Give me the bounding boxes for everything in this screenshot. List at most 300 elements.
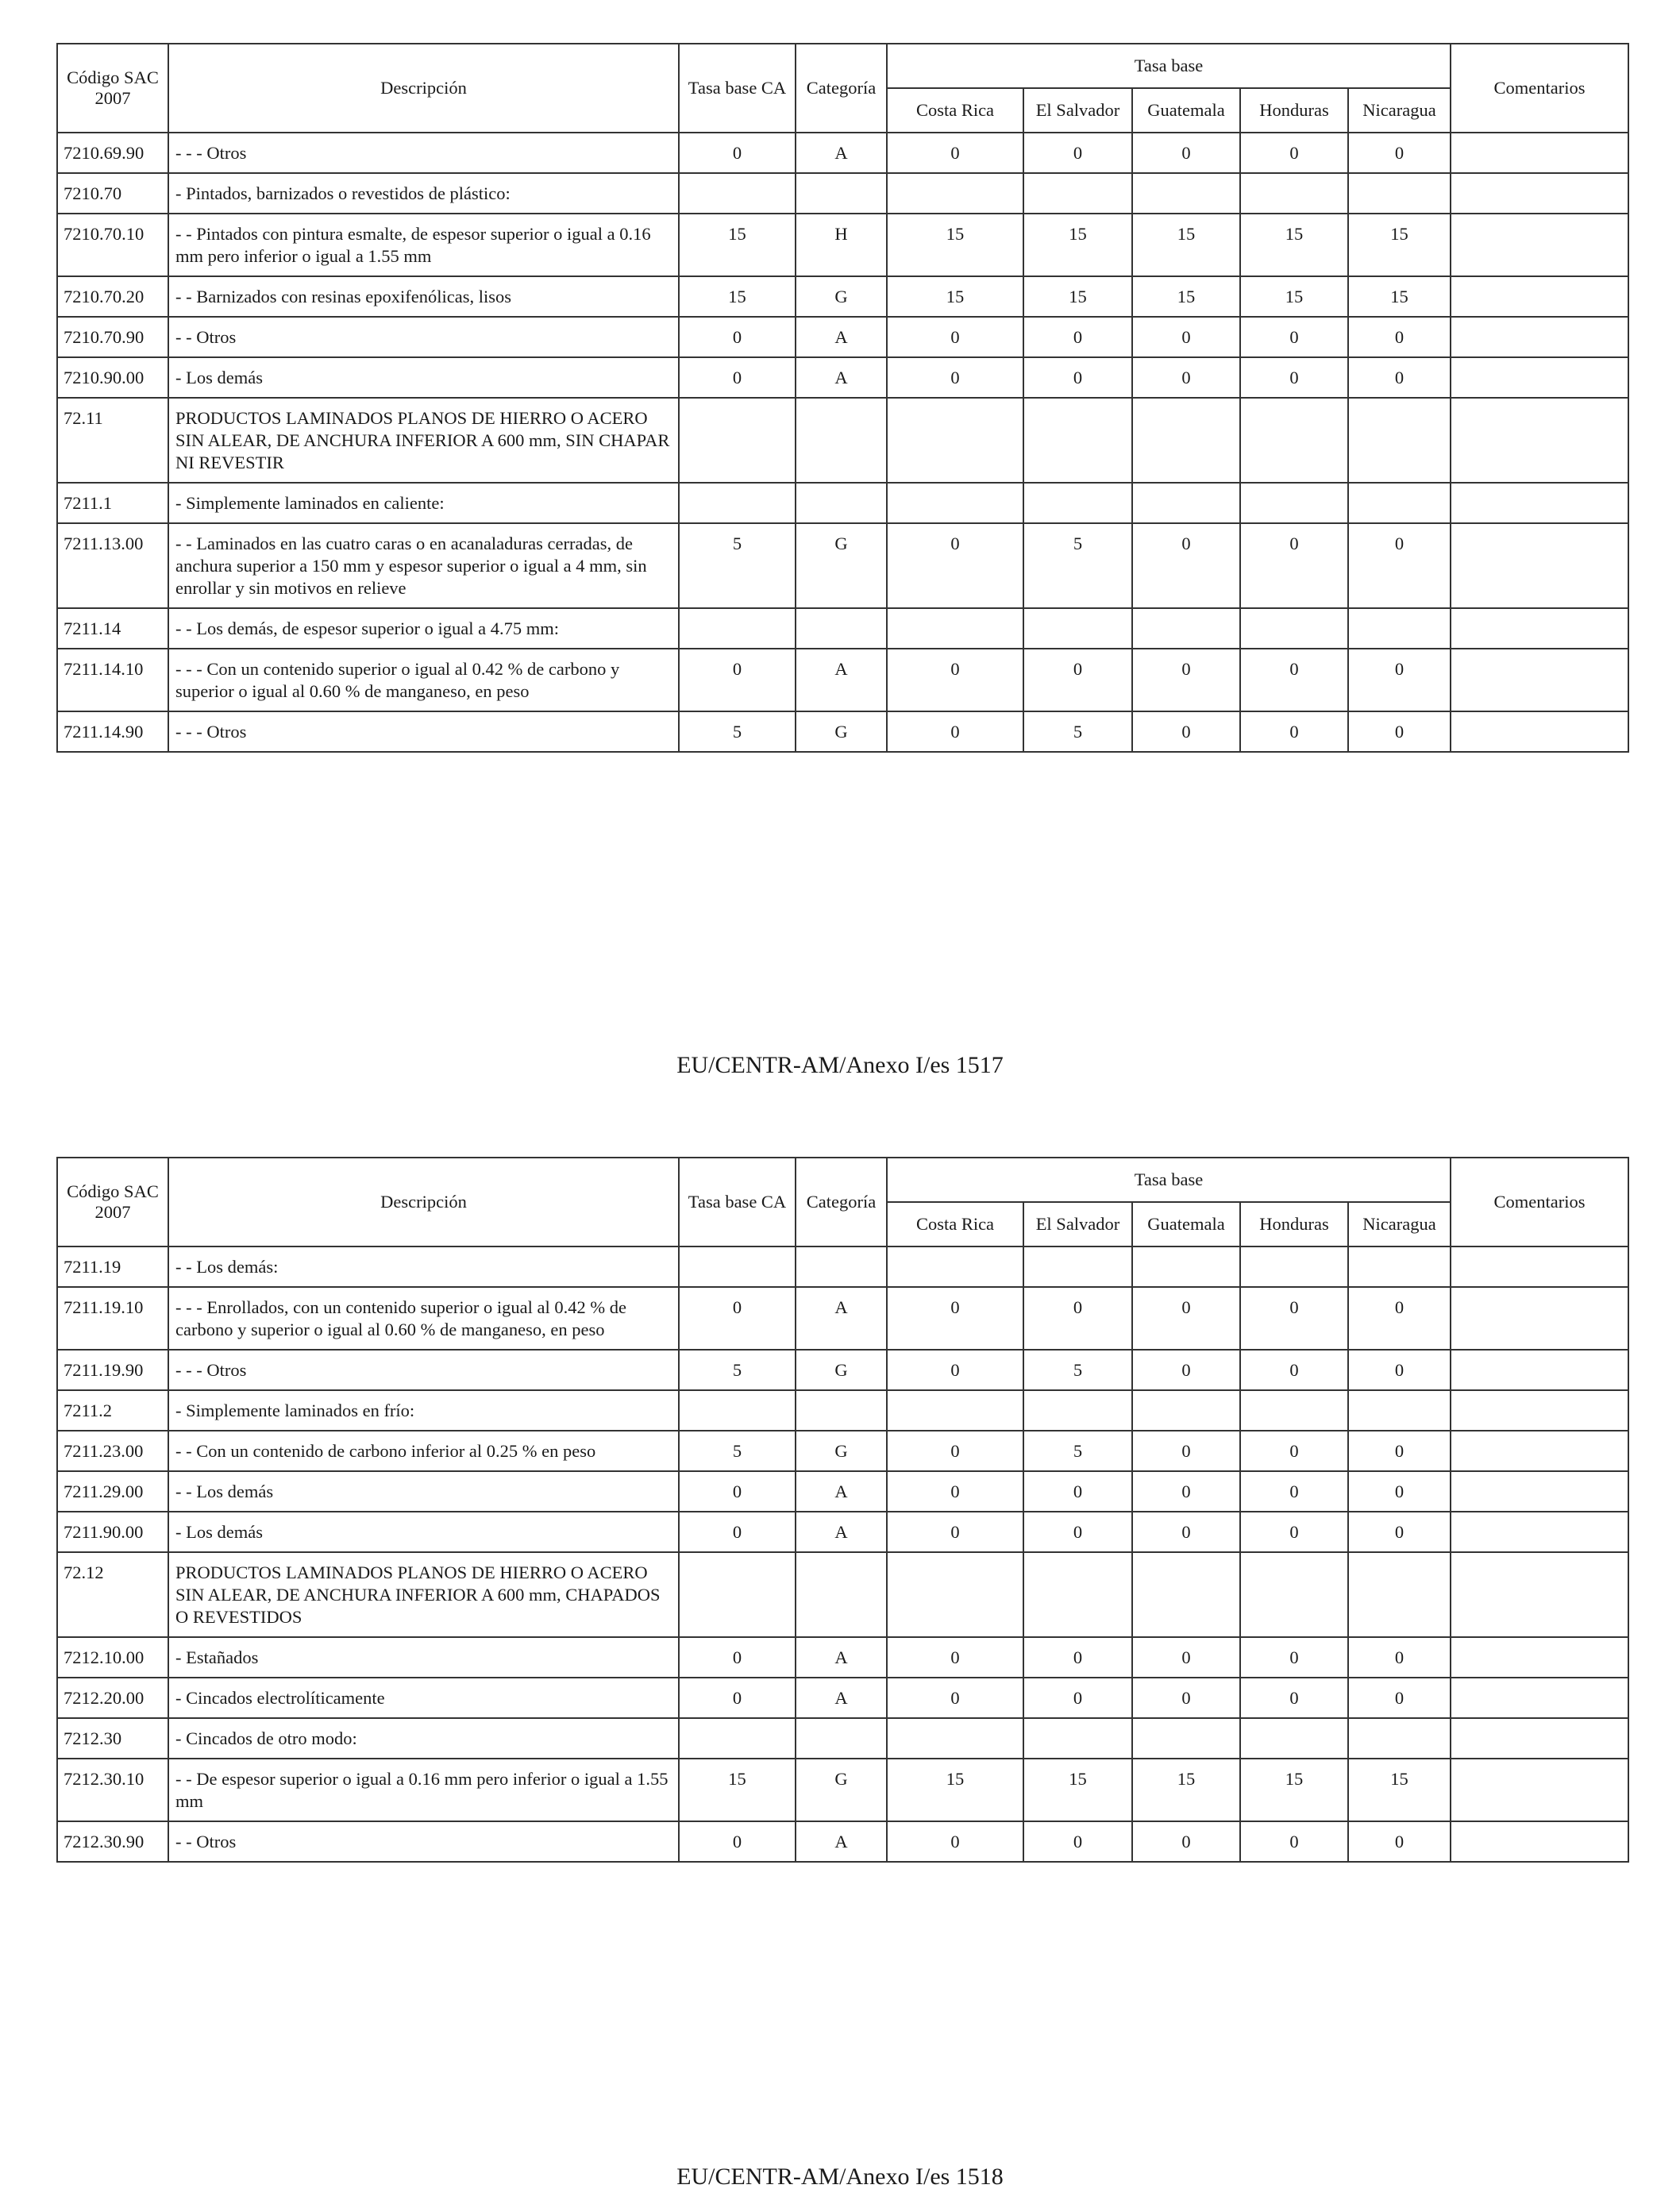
code-cell: 7211.14.10 [57, 649, 168, 711]
guatemala-cell: 0 [1132, 1287, 1240, 1350]
category-cell [796, 1552, 887, 1637]
costa-rica-cell: 0 [887, 1678, 1023, 1718]
nicaragua-cell: 0 [1348, 1637, 1451, 1678]
code-cell: 7210.70 [57, 173, 168, 214]
nicaragua-cell: 15 [1348, 214, 1451, 276]
el-salvador-cell: 5 [1023, 1350, 1132, 1390]
costa-rica-cell: 0 [887, 1431, 1023, 1471]
base-rate-ca-cell: 15 [679, 214, 796, 276]
description-cell: - - Otros [168, 1821, 679, 1862]
description-cell: - - De espesor superior o igual a 0.16 mm pero inferior o igual a 1.55 mm [168, 1759, 679, 1821]
base-rate-ca-cell: 0 [679, 649, 796, 711]
comments-cell [1451, 1350, 1628, 1390]
costa-rica-cell: 0 [887, 523, 1023, 608]
base-rate-ca-cell: 0 [679, 133, 796, 173]
code-cell: 72.12 [57, 1552, 168, 1637]
el-salvador-cell: 0 [1023, 1512, 1132, 1552]
category-cell [796, 608, 887, 649]
costa-rica-cell [887, 1390, 1023, 1431]
costa-rica-cell [887, 608, 1023, 649]
costa-rica-cell: 15 [887, 214, 1023, 276]
header-base-rate: Tasa base [887, 44, 1451, 88]
nicaragua-cell [1348, 608, 1451, 649]
honduras-cell: 0 [1240, 317, 1348, 357]
description-cell: - Cincados electrolíticamente [168, 1678, 679, 1718]
el-salvador-cell [1023, 173, 1132, 214]
honduras-cell: 0 [1240, 1678, 1348, 1718]
table-row [57, 173, 1628, 214]
table-row [57, 317, 1628, 357]
el-salvador-cell [1023, 398, 1132, 483]
table-row [57, 1637, 1628, 1678]
guatemala-cell [1132, 608, 1240, 649]
header-country-el-salvador: El Salvador [1023, 1202, 1132, 1246]
description-cell: - Estañados [168, 1637, 679, 1678]
page-footer-1: EU/CENTR-AM/Anexo I/es 1517 [676, 1052, 1004, 1078]
guatemala-cell [1132, 1246, 1240, 1287]
header-base-rate-ca: Tasa base CA [679, 1158, 796, 1246]
table-body [57, 1246, 1628, 1862]
el-salvador-cell [1023, 1390, 1132, 1431]
comments-cell [1451, 711, 1628, 752]
category-cell: H [796, 214, 887, 276]
honduras-cell: 15 [1240, 276, 1348, 317]
base-rate-ca-cell: 5 [679, 1431, 796, 1471]
category-cell: A [796, 649, 887, 711]
code-cell: 7211.23.00 [57, 1431, 168, 1471]
table-row [57, 1718, 1628, 1759]
costa-rica-cell [887, 398, 1023, 483]
table-row [57, 1350, 1628, 1390]
code-cell: 7212.10.00 [57, 1637, 168, 1678]
description-cell: - - - Otros [168, 133, 679, 173]
description-cell: - - Pintados con pintura esmalte, de espesor superior o igual a 0.16 mm pero inferior o igual a 1.55 mm [168, 214, 679, 276]
el-salvador-cell: 0 [1023, 1821, 1132, 1862]
nicaragua-cell [1348, 1718, 1451, 1759]
base-rate-ca-cell: 0 [679, 1821, 796, 1862]
code-cell: 7212.20.00 [57, 1678, 168, 1718]
el-salvador-cell: 15 [1023, 276, 1132, 317]
guatemala-cell: 0 [1132, 523, 1240, 608]
code-cell: 72.11 [57, 398, 168, 483]
base-rate-ca-cell: 15 [679, 1759, 796, 1821]
el-salvador-cell: 0 [1023, 1678, 1132, 1718]
description-cell: - - Otros [168, 317, 679, 357]
honduras-cell: 0 [1240, 1350, 1348, 1390]
description-cell: - - - Enrollados, con un contenido superior o igual al 0.42 % de carbono y superior o igual al 0.60 % de manganeso, en peso [168, 1287, 679, 1350]
el-salvador-cell [1023, 608, 1132, 649]
description-cell: - Simplemente laminados en frío: [168, 1390, 679, 1431]
honduras-cell [1240, 483, 1348, 523]
code-cell: 7210.70.20 [57, 276, 168, 317]
guatemala-cell [1132, 1552, 1240, 1637]
description-cell: - - - Otros [168, 1350, 679, 1390]
comments-cell [1451, 357, 1628, 398]
guatemala-cell: 15 [1132, 276, 1240, 317]
category-cell [796, 173, 887, 214]
header-category: Categoría [796, 1158, 887, 1246]
guatemala-cell [1132, 1390, 1240, 1431]
honduras-cell: 0 [1240, 523, 1348, 608]
honduras-cell [1240, 1390, 1348, 1431]
comments-cell [1451, 214, 1628, 276]
honduras-cell [1240, 173, 1348, 214]
honduras-cell: 0 [1240, 1471, 1348, 1512]
nicaragua-cell: 0 [1348, 1431, 1451, 1471]
nicaragua-cell: 0 [1348, 711, 1451, 752]
guatemala-cell [1132, 1718, 1240, 1759]
header-description: Descripción [168, 1158, 679, 1246]
base-rate-ca-cell [679, 1718, 796, 1759]
guatemala-cell: 0 [1132, 1821, 1240, 1862]
comments-cell [1451, 1552, 1628, 1637]
comments-cell [1451, 649, 1628, 711]
base-rate-ca-cell: 5 [679, 523, 796, 608]
code-cell: 7211.19.90 [57, 1350, 168, 1390]
guatemala-cell [1132, 173, 1240, 214]
base-rate-ca-cell [679, 173, 796, 214]
comments-cell [1451, 276, 1628, 317]
comments-cell [1451, 317, 1628, 357]
guatemala-cell: 0 [1132, 1350, 1240, 1390]
table-row [57, 649, 1628, 711]
costa-rica-cell: 0 [887, 1287, 1023, 1350]
el-salvador-cell [1023, 1246, 1132, 1287]
header-comments: Comentarios [1451, 1158, 1628, 1246]
costa-rica-cell [887, 1718, 1023, 1759]
el-salvador-cell [1023, 1718, 1132, 1759]
el-salvador-cell: 0 [1023, 1637, 1132, 1678]
base-rate-ca-cell [679, 398, 796, 483]
honduras-cell: 15 [1240, 214, 1348, 276]
table-row [57, 711, 1628, 752]
table-row [57, 133, 1628, 173]
description-cell: - Los demás [168, 357, 679, 398]
table-row [57, 1552, 1628, 1637]
nicaragua-cell: 0 [1348, 1821, 1451, 1862]
comments-cell [1451, 133, 1628, 173]
costa-rica-cell [887, 1552, 1023, 1637]
table-row [57, 1431, 1628, 1471]
table-row [57, 214, 1628, 276]
category-cell [796, 1246, 887, 1287]
description-cell: - - - Otros [168, 711, 679, 752]
description-cell: PRODUCTOS LAMINADOS PLANOS DE HIERRO O ACERO SIN ALEAR, DE ANCHURA INFERIOR A 600 mm, SIN CHAPAR NI REVESTIR [168, 398, 679, 483]
table-row [57, 398, 1628, 483]
el-salvador-cell: 15 [1023, 214, 1132, 276]
comments-cell [1451, 1718, 1628, 1759]
category-cell: G [796, 711, 887, 752]
nicaragua-cell: 0 [1348, 523, 1451, 608]
guatemala-cell: 15 [1132, 1759, 1240, 1821]
el-salvador-cell: 0 [1023, 1287, 1132, 1350]
description-cell: - - Con un contenido de carbono inferior al 0.25 % en peso [168, 1431, 679, 1471]
category-cell: A [796, 1678, 887, 1718]
guatemala-cell: 0 [1132, 1471, 1240, 1512]
nicaragua-cell: 0 [1348, 1512, 1451, 1552]
table-row [57, 1287, 1628, 1350]
guatemala-cell: 15 [1132, 214, 1240, 276]
base-rate-ca-cell: 0 [679, 1287, 796, 1350]
comments-cell [1451, 1512, 1628, 1552]
table-row [57, 1512, 1628, 1552]
guatemala-cell: 0 [1132, 317, 1240, 357]
el-salvador-cell: 15 [1023, 1759, 1132, 1821]
honduras-cell: 15 [1240, 1759, 1348, 1821]
nicaragua-cell: 0 [1348, 1350, 1451, 1390]
header-country-nicaragua: Nicaragua [1348, 88, 1451, 133]
table-row [57, 1390, 1628, 1431]
honduras-cell: 0 [1240, 711, 1348, 752]
costa-rica-cell: 0 [887, 1350, 1023, 1390]
nicaragua-cell: 0 [1348, 1471, 1451, 1512]
honduras-cell: 0 [1240, 357, 1348, 398]
code-cell: 7210.70.90 [57, 317, 168, 357]
nicaragua-cell: 0 [1348, 649, 1451, 711]
category-cell: A [796, 1637, 887, 1678]
guatemala-cell [1132, 398, 1240, 483]
header-description: Descripción [168, 44, 679, 133]
comments-cell [1451, 1431, 1628, 1471]
base-rate-ca-cell [679, 1390, 796, 1431]
table-row [57, 483, 1628, 523]
description-cell: - Pintados, barnizados o revestidos de plástico: [168, 173, 679, 214]
guatemala-cell: 0 [1132, 1431, 1240, 1471]
table-row [57, 276, 1628, 317]
costa-rica-cell: 0 [887, 1637, 1023, 1678]
header-code: Código SAC 2007 [57, 44, 168, 133]
comments-cell [1451, 1637, 1628, 1678]
base-rate-ca-cell [679, 483, 796, 523]
comments-cell [1451, 1390, 1628, 1431]
el-salvador-cell: 5 [1023, 523, 1132, 608]
nicaragua-cell: 0 [1348, 133, 1451, 173]
header-base-rate: Tasa base [887, 1158, 1451, 1202]
costa-rica-cell: 0 [887, 133, 1023, 173]
costa-rica-cell [887, 173, 1023, 214]
el-salvador-cell: 5 [1023, 711, 1132, 752]
code-cell: 7211.13.00 [57, 523, 168, 608]
description-cell: - - Barnizados con resinas epoxifenólicas, lisos [168, 276, 679, 317]
costa-rica-cell: 15 [887, 1759, 1023, 1821]
nicaragua-cell: 15 [1348, 1759, 1451, 1821]
code-cell: 7211.19 [57, 1246, 168, 1287]
header-country-guatemala: Guatemala [1132, 1202, 1240, 1246]
comments-cell [1451, 398, 1628, 483]
table-row [57, 523, 1628, 608]
code-cell: 7211.90.00 [57, 1512, 168, 1552]
base-rate-ca-cell: 0 [679, 1512, 796, 1552]
code-cell: 7210.69.90 [57, 133, 168, 173]
base-rate-ca-cell: 0 [679, 1637, 796, 1678]
guatemala-cell: 0 [1132, 1637, 1240, 1678]
category-cell: A [796, 1821, 887, 1862]
category-cell: G [796, 276, 887, 317]
el-salvador-cell: 5 [1023, 1431, 1132, 1471]
category-cell: A [796, 317, 887, 357]
header-comments: Comentarios [1451, 44, 1628, 133]
header-country-honduras: Honduras [1240, 88, 1348, 133]
el-salvador-cell: 0 [1023, 357, 1132, 398]
header-country-nicaragua: Nicaragua [1348, 1202, 1451, 1246]
category-cell [796, 1718, 887, 1759]
nicaragua-cell: 0 [1348, 357, 1451, 398]
category-cell: A [796, 1287, 887, 1350]
nicaragua-cell [1348, 1390, 1451, 1431]
base-rate-ca-cell: 15 [679, 276, 796, 317]
costa-rica-cell: 0 [887, 711, 1023, 752]
category-cell: G [796, 1350, 887, 1390]
table-row [57, 1471, 1628, 1512]
comments-cell [1451, 1471, 1628, 1512]
code-cell: 7212.30.10 [57, 1759, 168, 1821]
el-salvador-cell: 0 [1023, 1471, 1132, 1512]
header-country-el-salvador: El Salvador [1023, 88, 1132, 133]
guatemala-cell: 0 [1132, 133, 1240, 173]
comments-cell [1451, 523, 1628, 608]
base-rate-ca-cell [679, 608, 796, 649]
costa-rica-cell: 0 [887, 357, 1023, 398]
description-cell: - - - Con un contenido superior o igual al 0.42 % de carbono y superior o igual al 0.60 % de manganeso, en peso [168, 649, 679, 711]
comments-cell [1451, 1821, 1628, 1862]
comments-cell [1451, 608, 1628, 649]
header-base-rate-ca: Tasa base CA [679, 44, 796, 133]
costa-rica-cell [887, 1246, 1023, 1287]
comments-cell [1451, 483, 1628, 523]
header-code: Código SAC 2007 [57, 1158, 168, 1246]
honduras-cell [1240, 1552, 1348, 1637]
honduras-cell: 0 [1240, 1821, 1348, 1862]
el-salvador-cell [1023, 1552, 1132, 1637]
description-cell: PRODUCTOS LAMINADOS PLANOS DE HIERRO O ACERO SIN ALEAR, DE ANCHURA INFERIOR A 600 mm, CHAPADOS O REVESTIDOS [168, 1552, 679, 1637]
base-rate-ca-cell: 5 [679, 1350, 796, 1390]
guatemala-cell [1132, 483, 1240, 523]
code-cell: 7211.14 [57, 608, 168, 649]
table-body [57, 133, 1628, 752]
code-cell: 7210.70.10 [57, 214, 168, 276]
page-footer-2: EU/CENTR-AM/Anexo I/es 1518 [676, 2164, 1004, 2190]
category-cell: A [796, 133, 887, 173]
nicaragua-cell [1348, 1246, 1451, 1287]
code-cell: 7210.90.00 [57, 357, 168, 398]
honduras-cell: 0 [1240, 133, 1348, 173]
guatemala-cell: 0 [1132, 711, 1240, 752]
category-cell [796, 483, 887, 523]
el-salvador-cell: 0 [1023, 317, 1132, 357]
costa-rica-cell: 0 [887, 317, 1023, 357]
header-category: Categoría [796, 44, 887, 133]
category-cell: G [796, 523, 887, 608]
honduras-cell [1240, 608, 1348, 649]
header-country-costa-rica: Costa Rica [887, 88, 1023, 133]
category-cell: G [796, 1759, 887, 1821]
description-cell: - - Los demás [168, 1471, 679, 1512]
el-salvador-cell: 0 [1023, 649, 1132, 711]
table-row [57, 608, 1628, 649]
base-rate-ca-cell [679, 1552, 796, 1637]
honduras-cell [1240, 1718, 1348, 1759]
honduras-cell: 0 [1240, 1512, 1348, 1552]
header-country-guatemala: Guatemala [1132, 88, 1240, 133]
el-salvador-cell [1023, 483, 1132, 523]
guatemala-cell: 0 [1132, 649, 1240, 711]
costa-rica-cell: 0 [887, 649, 1023, 711]
category-cell [796, 398, 887, 483]
costa-rica-cell: 0 [887, 1821, 1023, 1862]
honduras-cell: 0 [1240, 649, 1348, 711]
table-row [57, 1759, 1628, 1821]
table-row [57, 1246, 1628, 1287]
base-rate-ca-cell: 0 [679, 1678, 796, 1718]
code-cell: 7211.1 [57, 483, 168, 523]
nicaragua-cell [1348, 398, 1451, 483]
code-cell: 7211.2 [57, 1390, 168, 1431]
costa-rica-cell: 0 [887, 1471, 1023, 1512]
table-row [57, 1678, 1628, 1718]
category-cell: A [796, 1471, 887, 1512]
code-cell: 7212.30.90 [57, 1821, 168, 1862]
nicaragua-cell: 0 [1348, 1678, 1451, 1718]
description-cell: - - Laminados en las cuatro caras o en acanaladuras cerradas, de anchura superior a 150 mm y espesor superior o igual a 4 mm, sin enrollar y sin motivos en relieve [168, 523, 679, 608]
guatemala-cell: 0 [1132, 1512, 1240, 1552]
description-cell: - Cincados de otro modo: [168, 1718, 679, 1759]
comments-cell [1451, 1759, 1628, 1821]
category-cell: A [796, 357, 887, 398]
honduras-cell: 0 [1240, 1287, 1348, 1350]
base-rate-ca-cell [679, 1246, 796, 1287]
code-cell: 7211.14.90 [57, 711, 168, 752]
comments-cell [1451, 1246, 1628, 1287]
tariff-table-page-2 [56, 1157, 1629, 1863]
costa-rica-cell: 0 [887, 1512, 1023, 1552]
base-rate-ca-cell: 0 [679, 317, 796, 357]
honduras-cell [1240, 398, 1348, 483]
table-row [57, 1821, 1628, 1862]
nicaragua-cell [1348, 173, 1451, 214]
el-salvador-cell: 0 [1023, 133, 1132, 173]
code-cell: 7211.29.00 [57, 1471, 168, 1512]
category-cell: G [796, 1431, 887, 1471]
costa-rica-cell [887, 483, 1023, 523]
comments-cell [1451, 1678, 1628, 1718]
base-rate-ca-cell: 5 [679, 711, 796, 752]
honduras-cell [1240, 1246, 1348, 1287]
costa-rica-cell: 15 [887, 276, 1023, 317]
code-cell: 7212.30 [57, 1718, 168, 1759]
honduras-cell: 0 [1240, 1637, 1348, 1678]
nicaragua-cell: 0 [1348, 317, 1451, 357]
comments-cell [1451, 1287, 1628, 1350]
description-cell: - Simplemente laminados en caliente: [168, 483, 679, 523]
guatemala-cell: 0 [1132, 1678, 1240, 1718]
header-country-costa-rica: Costa Rica [887, 1202, 1023, 1246]
nicaragua-cell: 15 [1348, 276, 1451, 317]
nicaragua-cell [1348, 483, 1451, 523]
description-cell: - Los demás [168, 1512, 679, 1552]
guatemala-cell: 0 [1132, 357, 1240, 398]
category-cell [796, 1390, 887, 1431]
honduras-cell: 0 [1240, 1431, 1348, 1471]
code-cell: 7211.19.10 [57, 1287, 168, 1350]
comments-cell [1451, 173, 1628, 214]
header-country-honduras: Honduras [1240, 1202, 1348, 1246]
table-row [57, 357, 1628, 398]
description-cell: - - Los demás: [168, 1246, 679, 1287]
tariff-table-page-1 [56, 43, 1629, 753]
base-rate-ca-cell: 0 [679, 1471, 796, 1512]
description-cell: - - Los demás, de espesor superior o igual a 4.75 mm: [168, 608, 679, 649]
nicaragua-cell: 0 [1348, 1287, 1451, 1350]
